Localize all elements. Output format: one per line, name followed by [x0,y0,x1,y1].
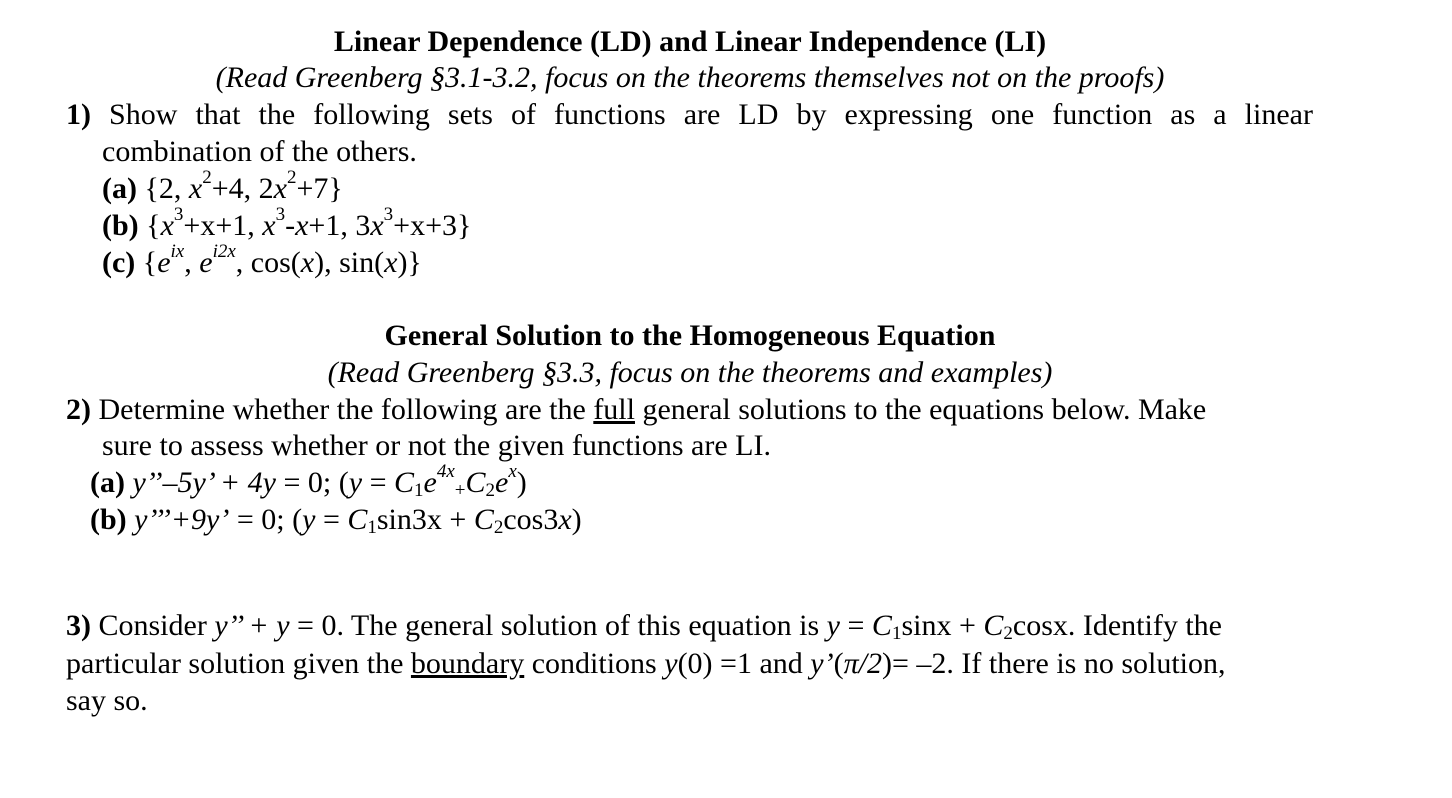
set-text: +1, 3 [308,209,371,242]
problem1-line1 [66,97,1313,133]
equation-text: = 0; ( [276,466,349,499]
problem3-text: Consider [91,609,215,642]
problem2-text: general solutions to the equations below. Make [634,393,1207,426]
set-text: )} [397,246,422,279]
problem2-line1 [66,392,1206,428]
problem1-word: function [1052,98,1153,131]
problem3-text: sinx + [901,609,984,642]
problem1-word: LD [738,98,779,131]
problem1-number: 1) [66,98,91,131]
problem3-text: = 0. The general solution of this equation is [289,609,827,642]
const-c: C [465,466,486,499]
problem1-word: are [683,98,721,131]
var-x: x [262,209,276,242]
subscript: 2 [1003,623,1013,644]
subscript: 1 [891,623,902,644]
var-y: y [302,503,316,536]
problem1-word: of [510,98,536,131]
set-text: { [138,209,161,242]
problem3-line1 [66,608,1313,644]
const-c: C [347,503,368,536]
problem3-text: cosx. Identify the [1012,609,1222,642]
const-c: C [394,466,415,499]
problem1-line2: combination of the others. [102,135,417,168]
item-label: (a) [90,466,125,499]
problem3-text: )= –2. If there is no solution, [881,647,1226,680]
problem3-line1-content [66,608,1313,644]
set-text: - [285,209,296,242]
section2-reading-note: (Read Greenberg §3.3, focus on the theorems and examples) [327,356,1053,389]
equation-text: = [362,466,394,499]
item-label: (a) [102,172,137,205]
section1-title: Linear Dependence (LD) and Linear Independence (LI) [333,25,1047,58]
problem3-text: conditions [524,647,665,680]
var-x: x [300,246,315,279]
exponent: i2x [212,241,236,262]
plus-sign: + [454,480,466,501]
problem3-text: particular solution given the [66,647,411,680]
problem3-text: (0) =1 and [677,647,811,680]
problem1-word: a [1213,98,1227,131]
const-c: C [473,503,494,536]
equation: y’’’+9y’ [126,503,230,536]
equation-text: cos3 [503,503,559,536]
var-x: x [188,172,203,205]
problem2-number: 2) [66,393,91,426]
var-y: y [348,466,363,499]
subscript: 2 [485,480,496,501]
subscript: 1 [414,480,424,501]
var-y: y [826,609,840,642]
set-text: +4, 2 [211,172,274,205]
var-e: e [157,246,171,279]
problem3-line2 [66,646,1226,682]
const-c: C [983,609,1004,642]
problem1-word: by [796,98,827,131]
problem3-number: 3) [66,609,91,642]
section2-title: General Solution to the Homogeneous Equation [384,319,996,352]
problem1-item-a [102,167,343,207]
equation-text: = [315,503,348,536]
item-label: (b) [102,209,139,242]
equation-text: = 0; ( [229,503,303,536]
var-x: x [558,503,572,536]
set-text: {2, [136,172,189,205]
var-x: x [370,209,384,242]
problem3-text: = [840,609,872,642]
equation: y’’ + y [214,609,290,642]
var-x: x [273,172,287,205]
const-c: C [871,609,892,642]
problem1-word: sets [447,98,493,131]
exponent: ix [170,241,185,262]
exponent: 2 [202,167,212,188]
set-text: +x+1, [183,209,263,242]
problem2-item-a [90,461,527,501]
equation-text: ) [516,466,527,499]
set-text: +7} [296,172,343,205]
var-x: x [384,246,398,279]
problem3-line3: say so. [66,684,148,717]
pi-over-two: π/2 [843,647,882,680]
subscript: 1 [367,517,377,538]
var-e: e [423,466,437,499]
exponent: 3 [275,204,286,225]
set-text: +x+3} [393,209,472,242]
equation-text: ) [571,503,582,536]
set-text: , [184,246,200,279]
problem1-item-c [102,241,422,281]
problem1-word: functions [554,98,666,131]
exponent: x [508,461,517,482]
problem1-word: linear [1244,98,1313,131]
underlined-word: boundary [410,647,525,680]
set-text: , cos( [235,246,301,279]
problem1-word: as [1170,98,1196,131]
problem1-word: the [258,98,296,131]
equation-text: sin3x + [376,503,474,536]
item-label: (c) [102,246,136,279]
set-text: ), sin( [314,246,385,279]
var-e: e [199,246,213,279]
exponent: 4x [436,461,455,482]
item-label: (b) [90,503,127,536]
problem3-text: ( [833,647,844,680]
problem2-item-b [90,502,582,538]
problem1-word: Show [109,98,178,131]
exponent: 3 [173,204,184,225]
var-y: y [664,647,678,680]
var-y-prime: y’ [810,647,834,680]
subscript: 2 [493,517,504,538]
problem2-text: Determine whether the following are the [98,393,594,426]
var-e: e [495,466,509,499]
var-x: x [295,209,309,242]
problem1-word: one [990,98,1035,131]
problem1-item-b [102,204,472,244]
exponent: 2 [286,167,297,188]
exponent: 3 [383,204,394,225]
equation: y’’–5y’ + 4y [124,466,276,499]
problem1-word: that [195,98,241,131]
section1-reading-note: (Read Greenberg §3.1-3.2, focus on the theorems themselves not on the proofs) [215,61,1165,94]
var-x: x [160,209,174,242]
problem2-line2: sure to assess whether or not the given functions are LI. [102,429,771,462]
problem1-word: expressing [844,98,973,131]
set-text: { [135,246,158,279]
underlined-word: full [593,393,635,426]
problem1-word: following [313,98,430,131]
